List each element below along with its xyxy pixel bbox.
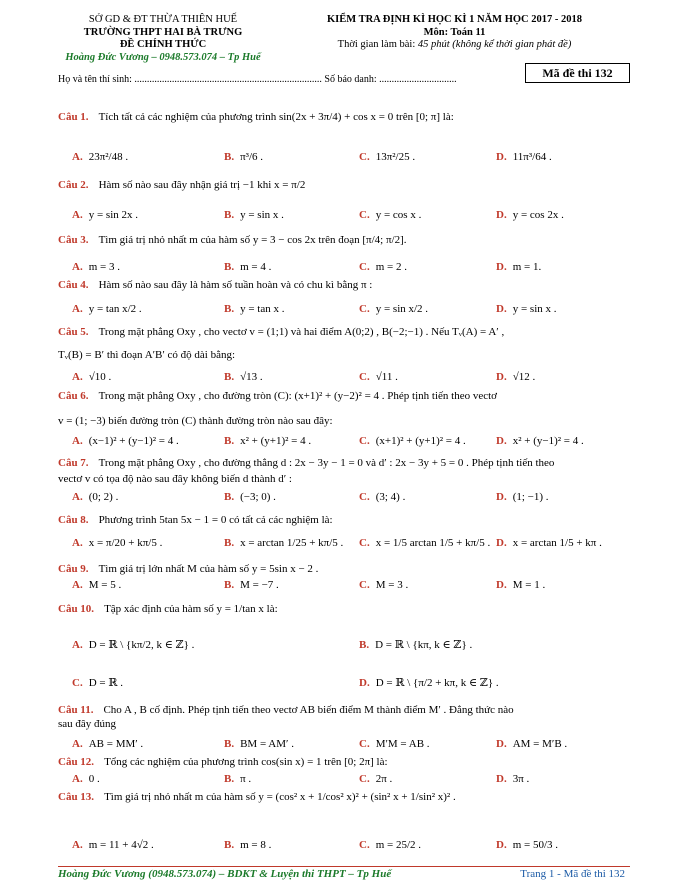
answer-option-c[interactable] <box>359 150 415 164</box>
question-label: Câu 12. <box>58 756 95 768</box>
option-letter: D. <box>496 151 507 163</box>
option-text: x = arctan 1/5 + kπ . <box>512 537 602 549</box>
subject: Môn: Toán 11 <box>423 26 486 38</box>
option-letter: A. <box>72 261 83 273</box>
question-text-continued: vectơ v có tọa độ nào sau đây không biến d thành d′ : <box>58 473 292 485</box>
time-value: 45 phút (không kể thời gian phát đề) <box>417 39 572 50</box>
exam-title: KIỂM TRA ĐỊNH KÌ HỌC KÌ 1 NĂM HỌC 2017 - 2018 <box>326 14 583 25</box>
option-text: (1; −1) . <box>512 491 549 503</box>
option-letter: D. <box>496 435 507 447</box>
answer-option-d[interactable] <box>496 772 529 786</box>
option-letter: A. <box>72 579 83 591</box>
option-text: BM = AM′ . <box>240 738 294 750</box>
question-text: Tổng các nghiệm của phương trình cos(sin x) = 1 trên [0; 2π] là: <box>104 756 388 768</box>
header-left <box>58 14 268 64</box>
time-label: Thời gian làm bài: <box>337 39 416 50</box>
answer-option-c[interactable] <box>359 208 421 222</box>
official-label: ĐỀ CHÍNH THỨC <box>119 39 207 50</box>
question-label: Câu 5. <box>58 326 89 338</box>
question-8 <box>58 513 630 527</box>
option-text: x = 1/5 arctan 1/5 + kπ/5 . <box>375 537 491 549</box>
answer-option-c[interactable] <box>359 578 408 592</box>
option-letter: A. <box>72 491 83 503</box>
answer-option-b[interactable] <box>224 737 294 751</box>
answer-option-d[interactable] <box>496 490 549 504</box>
question-text-continued: Tᵥ(B) = B′ thì đoạn A′B′ có độ dài bằng: <box>58 349 236 361</box>
option-text: M = 1 . <box>512 579 546 591</box>
option-text: AM = M′B . <box>512 738 568 750</box>
option-letter: A. <box>72 209 83 221</box>
option-letter: C. <box>359 303 370 315</box>
option-letter: B. <box>224 371 235 383</box>
option-letter: A. <box>72 537 83 549</box>
option-text: x = arctan 1/25 + kπ/5 . <box>240 537 344 549</box>
answer-option-d[interactable] <box>496 737 567 751</box>
answer-option-a[interactable] <box>72 208 138 222</box>
department: SỞ GD & ĐT THỪA THIÊN HUẾ <box>88 14 238 25</box>
option-letter: D. <box>496 738 507 750</box>
option-letter: B. <box>224 839 235 851</box>
question-text: Tìm giá trị nhỏ nhất m của hàm số y = (cos² x + 1/cos² x)² + (sin² x + 1/sin² x)² . <box>104 791 456 803</box>
answer-option-a[interactable] <box>72 737 143 751</box>
question-text: Phương trình 5tan 5x − 1 = 0 có tất cả các nghiệm là: <box>98 514 333 526</box>
option-text: M = 5 . <box>88 579 122 591</box>
option-letter: C. <box>359 738 370 750</box>
question-11 <box>58 703 630 717</box>
option-text: m = 4 . <box>240 261 272 273</box>
question-13 <box>58 790 630 804</box>
question-text: Tích tất cả các nghiệm của phương trình sin(2x + 3π/4) + cos x = 0 trên [0; π] là: <box>98 111 454 123</box>
option-text: π³/6 . <box>240 151 264 163</box>
answer-option-c[interactable] <box>359 737 430 751</box>
answer-option-d[interactable] <box>496 150 552 164</box>
question-text: Hàm số nào sau đây là hàm số tuần hoàn và có chu kì bằng π : <box>98 279 373 291</box>
answer-option-b[interactable] <box>224 536 343 550</box>
question-10 <box>58 602 630 616</box>
option-text: 0 . <box>88 773 100 785</box>
option-letter: B. <box>224 151 235 163</box>
option-letter: B. <box>224 537 235 549</box>
option-text: π . <box>240 773 252 785</box>
option-letter: C. <box>72 677 83 689</box>
option-letter: A. <box>72 839 83 851</box>
question-text: Tập xác định của hàm số y = 1/tan x là: <box>104 603 278 615</box>
answer-option-d[interactable] <box>496 260 541 274</box>
answer-option-d[interactable] <box>496 208 564 222</box>
answer-option-b[interactable] <box>359 638 472 652</box>
answer-option-b[interactable] <box>224 208 284 222</box>
option-letter: D. <box>496 371 507 383</box>
option-letter: C. <box>359 773 370 785</box>
answer-option-c[interactable] <box>359 536 490 550</box>
answer-option-a[interactable] <box>72 150 128 164</box>
answer-option-b[interactable] <box>224 434 311 448</box>
answer-option-c[interactable] <box>359 370 398 384</box>
answer-option-a[interactable] <box>72 638 194 652</box>
option-letter: C. <box>359 435 370 447</box>
option-letter: B. <box>224 579 235 591</box>
question-text: Cho A , B cố định. Phép tịnh tiến theo vectơ AB biến điểm M thành điểm M′ . Đẳng thức nào <box>103 704 514 716</box>
option-text: D = ℝ \ {kπ/2, k ∈ ℤ} . <box>88 639 195 651</box>
question-label: Câu 1. <box>58 111 89 123</box>
option-text: y = sin x . <box>512 303 557 315</box>
option-text: (−3; 0) . <box>240 491 276 503</box>
option-text: M′M = AB . <box>375 738 430 750</box>
exam-code-box: Mã đề thi 132 <box>525 63 630 83</box>
answer-option-b[interactable] <box>224 838 271 852</box>
question-label: Câu 13. <box>58 791 95 803</box>
option-letter: B. <box>359 639 370 651</box>
option-letter: D. <box>496 537 507 549</box>
option-letter: D. <box>496 839 507 851</box>
answer-option-b[interactable] <box>224 490 276 504</box>
question-label: Câu 11. <box>58 704 94 716</box>
option-letter: B. <box>224 491 235 503</box>
question-text: Trong mặt phẳng Oxy , cho đường tròn (C): (x+1)² + (y−2)² = 4 . Phép tịnh tiến theo vectơ <box>98 390 497 402</box>
question-1 <box>58 110 630 124</box>
answer-option-a[interactable] <box>72 260 120 274</box>
option-letter: D. <box>496 209 507 221</box>
answer-option-b[interactable] <box>224 772 251 786</box>
answer-option-c[interactable] <box>72 676 123 690</box>
option-letter: D. <box>496 773 507 785</box>
answer-option-b[interactable] <box>224 150 263 164</box>
answer-option-a[interactable] <box>72 536 162 550</box>
option-letter: D. <box>496 579 507 591</box>
option-text: m = 50/3 . <box>512 839 559 851</box>
option-text: √10 . <box>88 371 112 383</box>
option-text: m = 3 . <box>88 261 120 273</box>
answer-option-c[interactable] <box>359 302 428 316</box>
question-12 <box>58 755 630 769</box>
option-text: M = −7 . <box>240 579 279 591</box>
option-text: m = 11 + 4√2 . <box>88 839 154 851</box>
time-line <box>292 39 617 52</box>
option-letter: A. <box>72 371 83 383</box>
option-text: y = tan x . <box>240 303 285 315</box>
option-text: m = 25/2 . <box>375 839 422 851</box>
question-text: Hàm số nào sau đây nhận giá trị −1 khi x = π/2 <box>98 179 306 191</box>
option-letter: D. <box>496 261 507 273</box>
option-letter: B. <box>224 435 235 447</box>
option-text: y = sin 2x . <box>88 209 138 221</box>
option-text: D = ℝ \ {π/2 + kπ, k ∈ ℤ} . <box>375 677 499 689</box>
question-2 <box>58 178 630 192</box>
option-letter: C. <box>359 371 370 383</box>
question-label: Câu 8. <box>58 514 89 526</box>
option-letter: C. <box>359 151 370 163</box>
author-line: Hoàng Đức Vương – 0948.573.074 – Tp Huế <box>65 51 261 63</box>
answer-option-b[interactable] <box>224 578 279 592</box>
option-text: x² + (y+1)² = 4 . <box>240 435 312 447</box>
option-letter: C. <box>359 839 370 851</box>
footer-author: Hoàng Đức Vương (0948.573.074) – BDKT & Luyện thi THPT – Tp Huế <box>58 868 392 880</box>
option-text: D = ℝ . <box>88 677 123 689</box>
question-label: Câu 7. <box>58 457 89 469</box>
school-name: TRƯỜNG THPT HAI BÀ TRƯNG <box>83 26 243 38</box>
option-letter: D. <box>496 303 507 315</box>
option-text: m = 1. <box>512 261 542 273</box>
question-text: Tìm giá trị lớn nhất M của hàm số y = 5sin x − 2 . <box>98 563 319 575</box>
option-letter: B. <box>224 773 235 785</box>
option-text: 2π . <box>375 773 393 785</box>
question-9 <box>58 562 630 576</box>
question-label: Câu 4. <box>58 279 89 291</box>
footer-divider <box>58 866 630 867</box>
option-text: 23π²/48 . <box>88 151 129 163</box>
option-letter: C. <box>359 579 370 591</box>
option-letter: A. <box>72 639 83 651</box>
option-text: y = cos 2x . <box>512 209 564 221</box>
option-letter: C. <box>359 537 370 549</box>
answer-option-c[interactable] <box>359 838 421 852</box>
answer-option-a[interactable] <box>72 490 118 504</box>
question-4 <box>58 278 630 292</box>
question-3 <box>58 233 630 247</box>
answer-option-b[interactable] <box>224 302 285 316</box>
option-text: 13π²/25 . <box>375 151 416 163</box>
footer-page: Trang 1 - Mã đề thi 132 <box>520 868 625 880</box>
question-text: Trong mặt phẳng Oxy , cho đường thẳng d : 2x − 3y − 1 = 0 và d′ : 2x − 3y + 5 = 0 . Phép tịnh tiến theo <box>98 457 555 469</box>
question-5 <box>58 325 630 339</box>
student-info-line: Họ và tên thí sinh: ........................................................................... Số báo danh: ............................... <box>58 74 457 85</box>
answer-option-d[interactable] <box>496 370 535 384</box>
answer-option-a[interactable] <box>72 434 179 448</box>
answer-option-c[interactable] <box>359 260 407 274</box>
option-letter: C. <box>359 261 370 273</box>
question-label: Câu 2. <box>58 179 89 191</box>
answer-option-a[interactable] <box>72 370 111 384</box>
question-7 <box>58 456 630 470</box>
question-label: Câu 6. <box>58 390 89 402</box>
option-text: M = 3 . <box>375 579 409 591</box>
answer-option-d[interactable] <box>359 676 499 690</box>
option-text: y = tan x/2 . <box>88 303 142 315</box>
option-letter: B. <box>224 261 235 273</box>
option-letter: C. <box>359 209 370 221</box>
option-letter: A. <box>72 151 83 163</box>
option-letter: A. <box>72 738 83 750</box>
option-text: 3π . <box>512 773 530 785</box>
answer-option-d[interactable] <box>496 302 557 316</box>
question-text: Tìm giá trị nhỏ nhất m của hàm số y = 3 − cos 2x trên đoạn [π/4; π/2]. <box>98 234 407 246</box>
option-text: x² + (y−1)² = 4 . <box>512 435 584 447</box>
option-text: (x+1)² + (y+1)² = 4 . <box>375 435 466 447</box>
option-letter: D. <box>359 677 370 689</box>
answer-option-b[interactable] <box>224 260 271 274</box>
question-label: Câu 10. <box>58 603 95 615</box>
option-text: D = ℝ \ {kπ, k ∈ ℤ} . <box>375 639 473 651</box>
answer-option-d[interactable] <box>496 838 558 852</box>
option-text: (0; 2) . <box>88 491 119 503</box>
answer-option-c[interactable] <box>359 434 466 448</box>
header-right <box>292 14 617 52</box>
option-text: x = π/20 + kπ/5 . <box>88 537 163 549</box>
option-text: 11π³/64 . <box>512 151 552 163</box>
question-6 <box>58 389 630 403</box>
answer-option-d[interactable] <box>496 434 584 448</box>
option-text: m = 8 . <box>240 839 272 851</box>
answer-option-d[interactable] <box>496 578 545 592</box>
question-label: Câu 9. <box>58 563 89 575</box>
option-text: y = sin x/2 . <box>375 303 429 315</box>
answer-option-d[interactable] <box>496 536 602 550</box>
option-letter: B. <box>224 303 235 315</box>
option-letter: D. <box>496 491 507 503</box>
option-text: (3; 4) . <box>375 491 406 503</box>
answer-option-a[interactable] <box>72 578 121 592</box>
option-text: √13 . <box>240 371 263 383</box>
option-letter: A. <box>72 435 83 447</box>
option-text: m = 2 . <box>375 261 407 273</box>
answer-option-a[interactable] <box>72 772 100 786</box>
question-text-continued: v = (1; −3) biến đường tròn (C) thành đường tròn nào sau đây: <box>58 415 333 427</box>
option-letter: A. <box>72 773 83 785</box>
option-text: (x−1)² + (y−1)² = 4 . <box>88 435 179 447</box>
option-letter: C. <box>359 491 370 503</box>
option-letter: A. <box>72 303 83 315</box>
option-text: y = sin x . <box>240 209 284 221</box>
answer-option-a[interactable] <box>72 302 142 316</box>
answer-option-c[interactable] <box>359 490 405 504</box>
question-text: Trong mặt phẳng Oxy , cho vectơ v = (1;1) và hai điểm A(0;2) , B(−2;−1) . Nếu Tᵥ(A) = A′ , <box>98 326 505 338</box>
option-text: √11 . <box>375 371 398 383</box>
question-label: Câu 3. <box>58 234 89 246</box>
option-text: √12 . <box>512 371 536 383</box>
option-text: AB = MM′ . <box>88 738 144 750</box>
option-text: y = cos x . <box>375 209 422 221</box>
option-letter: B. <box>224 209 235 221</box>
answer-option-c[interactable] <box>359 772 392 786</box>
question-text-continued: sau đây đúng <box>58 718 117 730</box>
answer-option-b[interactable] <box>224 370 263 384</box>
option-letter: B. <box>224 738 235 750</box>
answer-option-a[interactable] <box>72 838 154 852</box>
